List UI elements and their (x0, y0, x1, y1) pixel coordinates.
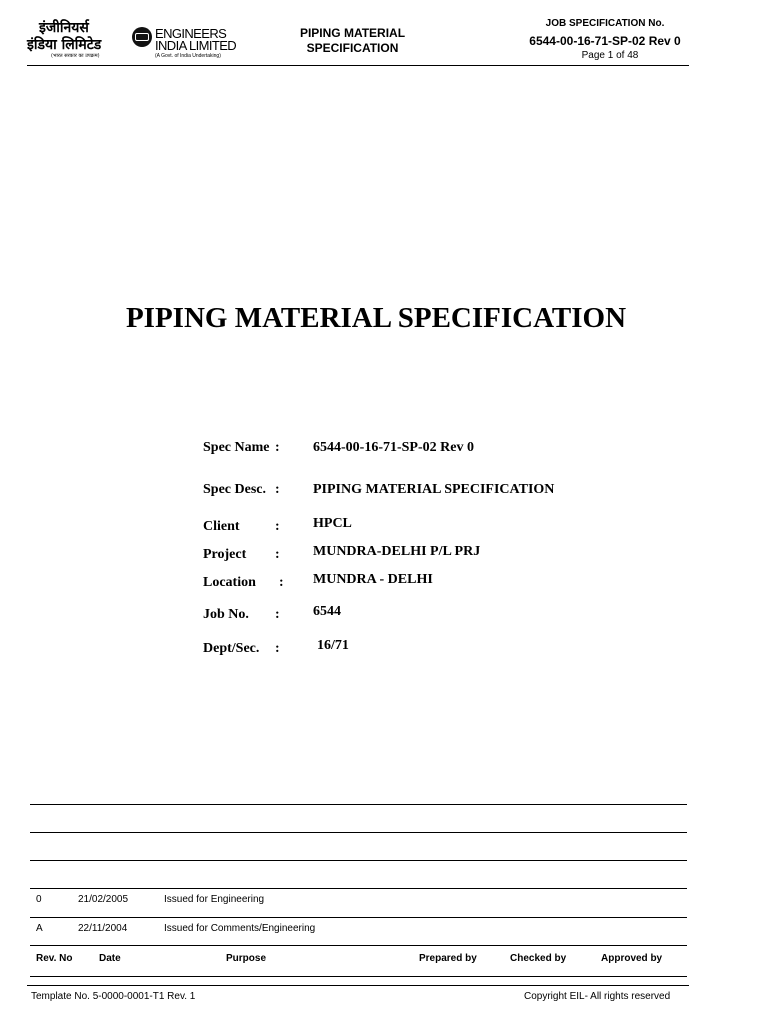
logo-english-line1: ENGINEERS (155, 26, 227, 41)
dept-sec-label: Dept/Sec. (203, 641, 260, 656)
header-title-line2: SPECIFICATION (306, 41, 399, 55)
logo-english-line2: INDIA LIMITED (155, 38, 237, 53)
table-rule (30, 860, 687, 861)
location-colon: : (279, 575, 284, 590)
client-label: Client (203, 519, 240, 534)
copyright-notice: Copyright EIL- All rights reserved (524, 991, 671, 1002)
logo-hindi-subtitle: (भारत सरकार का उपक्रम) (51, 53, 100, 59)
page-number: Page 1 of 48 (581, 50, 639, 61)
date-header: Date (99, 953, 121, 964)
dept-sec-colon: : (275, 641, 280, 656)
footer-divider (27, 985, 689, 986)
job-no-value: 6544 (313, 604, 341, 619)
client-value: HPCL (313, 516, 352, 531)
table-rule (30, 832, 687, 833)
rev-no-header: Rev. No (36, 953, 73, 964)
header-title (280, 26, 425, 56)
prepared-by-header: Prepared by (419, 953, 477, 964)
project-colon: : (275, 547, 280, 562)
spec-desc-value: PIPING MATERIAL SPECIFICATION (313, 482, 555, 497)
header-divider (27, 65, 689, 66)
document-title: PIPING MATERIAL SPECIFICATION (125, 302, 627, 334)
rev-no-cell: 0 (36, 894, 42, 905)
template-number: Template No. 5-0000-0001-T1 Rev. 1 (31, 991, 196, 1002)
date-cell: 21/02/2005 (78, 894, 129, 905)
header-title-line1: PIPING MATERIAL (299, 26, 406, 40)
project-label: Project (203, 547, 247, 562)
location-label: Location (203, 575, 256, 590)
eil-emblem-icon (132, 27, 152, 47)
job-spec-label: JOB SPECIFICATION No. (545, 18, 665, 29)
company-logo (27, 18, 242, 62)
logo-hindi-line1: इंजीनियर्स (39, 20, 89, 36)
rev-no-cell: A (36, 923, 43, 934)
spec-name-colon: : (275, 440, 280, 455)
table-rule (30, 976, 687, 977)
table-rule (30, 888, 687, 889)
purpose-header: Purpose (226, 953, 267, 964)
job-spec-number: 6544-00-16-71-SP-02 Rev 0 (529, 34, 681, 48)
checked-by-header: Checked by (510, 953, 567, 964)
job-no-colon: : (275, 607, 280, 622)
logo-english-subtitle: (A Govt. of India Undertaking) (155, 53, 221, 59)
date-cell: 22/11/2004 (78, 923, 128, 934)
dept-sec-value: 16/71 (317, 638, 349, 653)
purpose-cell: Issued for Comments/Engineering (164, 923, 316, 934)
table-rule (30, 945, 687, 946)
logo-hindi-line2: इंडिया लिमिटेड (27, 37, 102, 53)
job-no-label: Job No. (203, 607, 249, 622)
spec-name-value: 6544-00-16-71-SP-02 Rev 0 (313, 440, 474, 455)
table-rule (30, 804, 687, 805)
spec-desc-label: Spec Desc. (203, 482, 266, 497)
project-value: MUNDRA-DELHI P/L PRJ (313, 544, 481, 559)
spec-name-label: Spec Name (203, 440, 270, 455)
location-value: MUNDRA - DELHI (313, 572, 433, 587)
spec-desc-colon: : (275, 482, 280, 497)
table-rule (30, 917, 687, 918)
purpose-cell: Issued for Engineering (164, 894, 265, 905)
approved-by-header: Approved by (601, 953, 663, 964)
client-colon: : (275, 519, 280, 534)
